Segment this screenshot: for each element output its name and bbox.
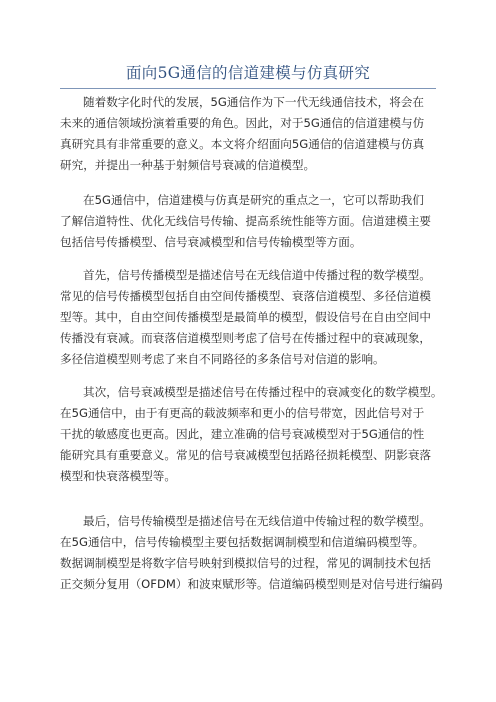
paragraph-line: 在5G通信中，信号传输模型主要包括数据调制模型和信道编码模型等。 xyxy=(60,535,425,549)
paragraph-line: 最后，信号传输模型是描述信号在无线信道中传输过程的数学模型。 xyxy=(83,514,431,528)
paragraph-line: 了解信道特性、优化无线信号传输、提高系统性能等方面。信道建模主要 xyxy=(60,214,432,228)
paragraph-line: 未来的通信领域扮演着重要的角色。因此，对于5G通信的信道建模与仿 xyxy=(60,116,425,130)
paragraph-line: 数据调制模型是将数字信号映射到模拟信号的过程，常见的调制技术包括 xyxy=(60,556,432,570)
paragraph-line: 在5G通信中，信道建模与仿真是研究的重点之一，它可以帮助我们 xyxy=(83,193,424,207)
paragraph-line: 干扰的敏感度也更高。因此，建立准确的信号衰减模型对于5G通信的性 xyxy=(60,427,425,441)
paragraph-line: 常见的信号传播模型包括自由空间传播模型、衰落信道模型、多径信道模 xyxy=(60,289,432,303)
paragraph-line: 研究，并提出一种基于射频信号衰减的信道模型。 xyxy=(60,158,316,172)
title-underline xyxy=(60,88,436,89)
paragraph-line: 包括信号传播模型、信号衰减模型和信号传输模型等方面。 xyxy=(60,235,362,249)
paragraph-line: 多径信道模型则考虑了来自不同路径的多条信号对信道的影响。 xyxy=(60,352,385,366)
document-title: 面向5G通信的信道建模与仿真研究 xyxy=(125,64,371,82)
paragraph-line: 随着数字化时代的发展，5G通信作为下一代无线通信技术，将会在 xyxy=(83,95,424,109)
paragraph-line: 正交频分复用（OFDM）和波束赋形等。信道编码模型则是对信号进行编码 xyxy=(60,577,443,591)
paragraph-line: 模型和快衰落模型等。 xyxy=(60,469,176,483)
paragraph-line: 传播没有衰减。而衰落信道模型则考虑了信号在传播过程中的衰减现象， xyxy=(60,331,432,345)
paragraph-line: 真研究具有非常重要的意义。本文将介绍面向5G通信的信道建模与仿真 xyxy=(60,137,425,151)
paragraph-line: 能研究具有重要意义。常见的信号衰减模型包括路径损耗模型、阴影衰落 xyxy=(60,448,432,462)
paragraph-line: 型等。其中，自由空间传播模型是最简单的模型，假设信号在自由空间中 xyxy=(60,310,432,324)
paragraph-line: 在5G通信中，由于有更高的载波频率和更小的信号带宽，因此信号对于 xyxy=(60,406,425,420)
paragraph-line: 首先，信号传播模型是描述信号在无线信道中传播过程的数学模型。 xyxy=(83,268,431,282)
paragraph-line: 其次，信号衰减模型是描述信号在传播过程中的衰减变化的数学模型。 xyxy=(83,385,443,399)
